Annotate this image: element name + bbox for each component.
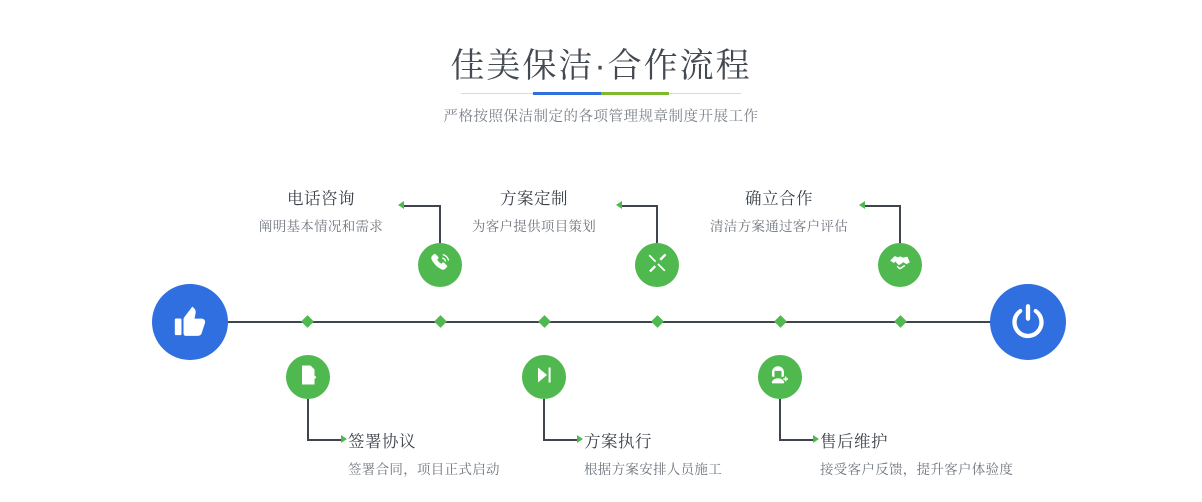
timeline-node-marker [774,315,787,328]
step-desc-2: 签署合同，项目正式启动 [348,462,500,477]
connector-6-arrow [813,435,819,443]
step-name-3: 方案定制 [500,190,568,208]
connector-4-arrow [577,435,583,443]
step-label-3 [455,185,613,235]
support-agent-icon [768,363,792,392]
step-label-6 [820,428,1050,478]
connector-3-vertical [656,205,658,243]
step-desc-1: 阐明基本情况和需求 [258,219,384,234]
title-divider-accent-green [601,92,669,95]
timeline-node-marker [651,315,664,328]
timeline-node-marker [301,315,314,328]
step-label-4 [584,428,784,478]
title-divider-accent-blue [533,92,601,95]
connector-1-horizontal [404,205,440,207]
connector-4-horizontal [543,439,579,441]
step-desc-3: 为客户提供项目策划 [471,219,597,234]
connector-2-horizontal [307,439,343,441]
connector-3-arrow [616,201,622,209]
step-icon-3 [635,243,679,287]
handshake-icon [888,251,912,280]
step-desc-6: 接受客户反馈，提升客户体验度 [820,462,1014,477]
connector-6-horizontal [779,439,815,441]
play-forward-icon [532,363,556,392]
step-desc-5: 清洁方案通过客户评估 [710,219,848,234]
step-icon-5 [878,243,922,287]
connector-2-vertical [307,399,309,440]
step-name-4: 方案执行 [584,433,652,451]
step-label-5 [700,185,858,235]
start-endpoint [152,284,228,360]
connector-2-arrow [341,435,347,443]
connector-1-vertical [439,205,441,243]
power-icon [1008,300,1048,345]
connector-5-horizontal [865,205,900,207]
step-icon-4 [522,355,566,399]
page-title: 佳美保洁·合作流程 [450,47,752,85]
step-label-1 [246,185,396,235]
step-label-2 [348,428,548,478]
phone-call-icon [428,251,452,280]
step-icon-2 [286,355,330,399]
step-icon-6 [758,355,802,399]
timeline-node-marker [538,315,551,328]
step-name-2: 签署协议 [348,433,416,451]
connector-1-arrow [398,201,404,209]
connector-5-arrow [859,201,865,209]
connector-6-vertical [779,399,781,440]
connector-3-horizontal [622,205,657,207]
timeline-node-marker [894,315,907,328]
page-subtitle: 严格按照保洁制定的各项管理规章制度开展工作 [443,109,759,125]
connector-5-vertical [899,205,901,243]
step-name-5: 确立合作 [745,190,813,208]
step-desc-4: 根据方案安排人员施工 [584,462,722,477]
step-icon-1 [418,243,462,287]
timeline-node-marker [434,315,447,328]
step-name-6: 售后维护 [820,433,888,451]
thumbs-up-icon [170,300,210,345]
step-name-1: 电话咨询 [287,190,355,208]
tools-icon [645,251,669,280]
document-edit-icon [296,363,320,392]
end-endpoint [990,284,1066,360]
connector-4-vertical [543,399,545,440]
